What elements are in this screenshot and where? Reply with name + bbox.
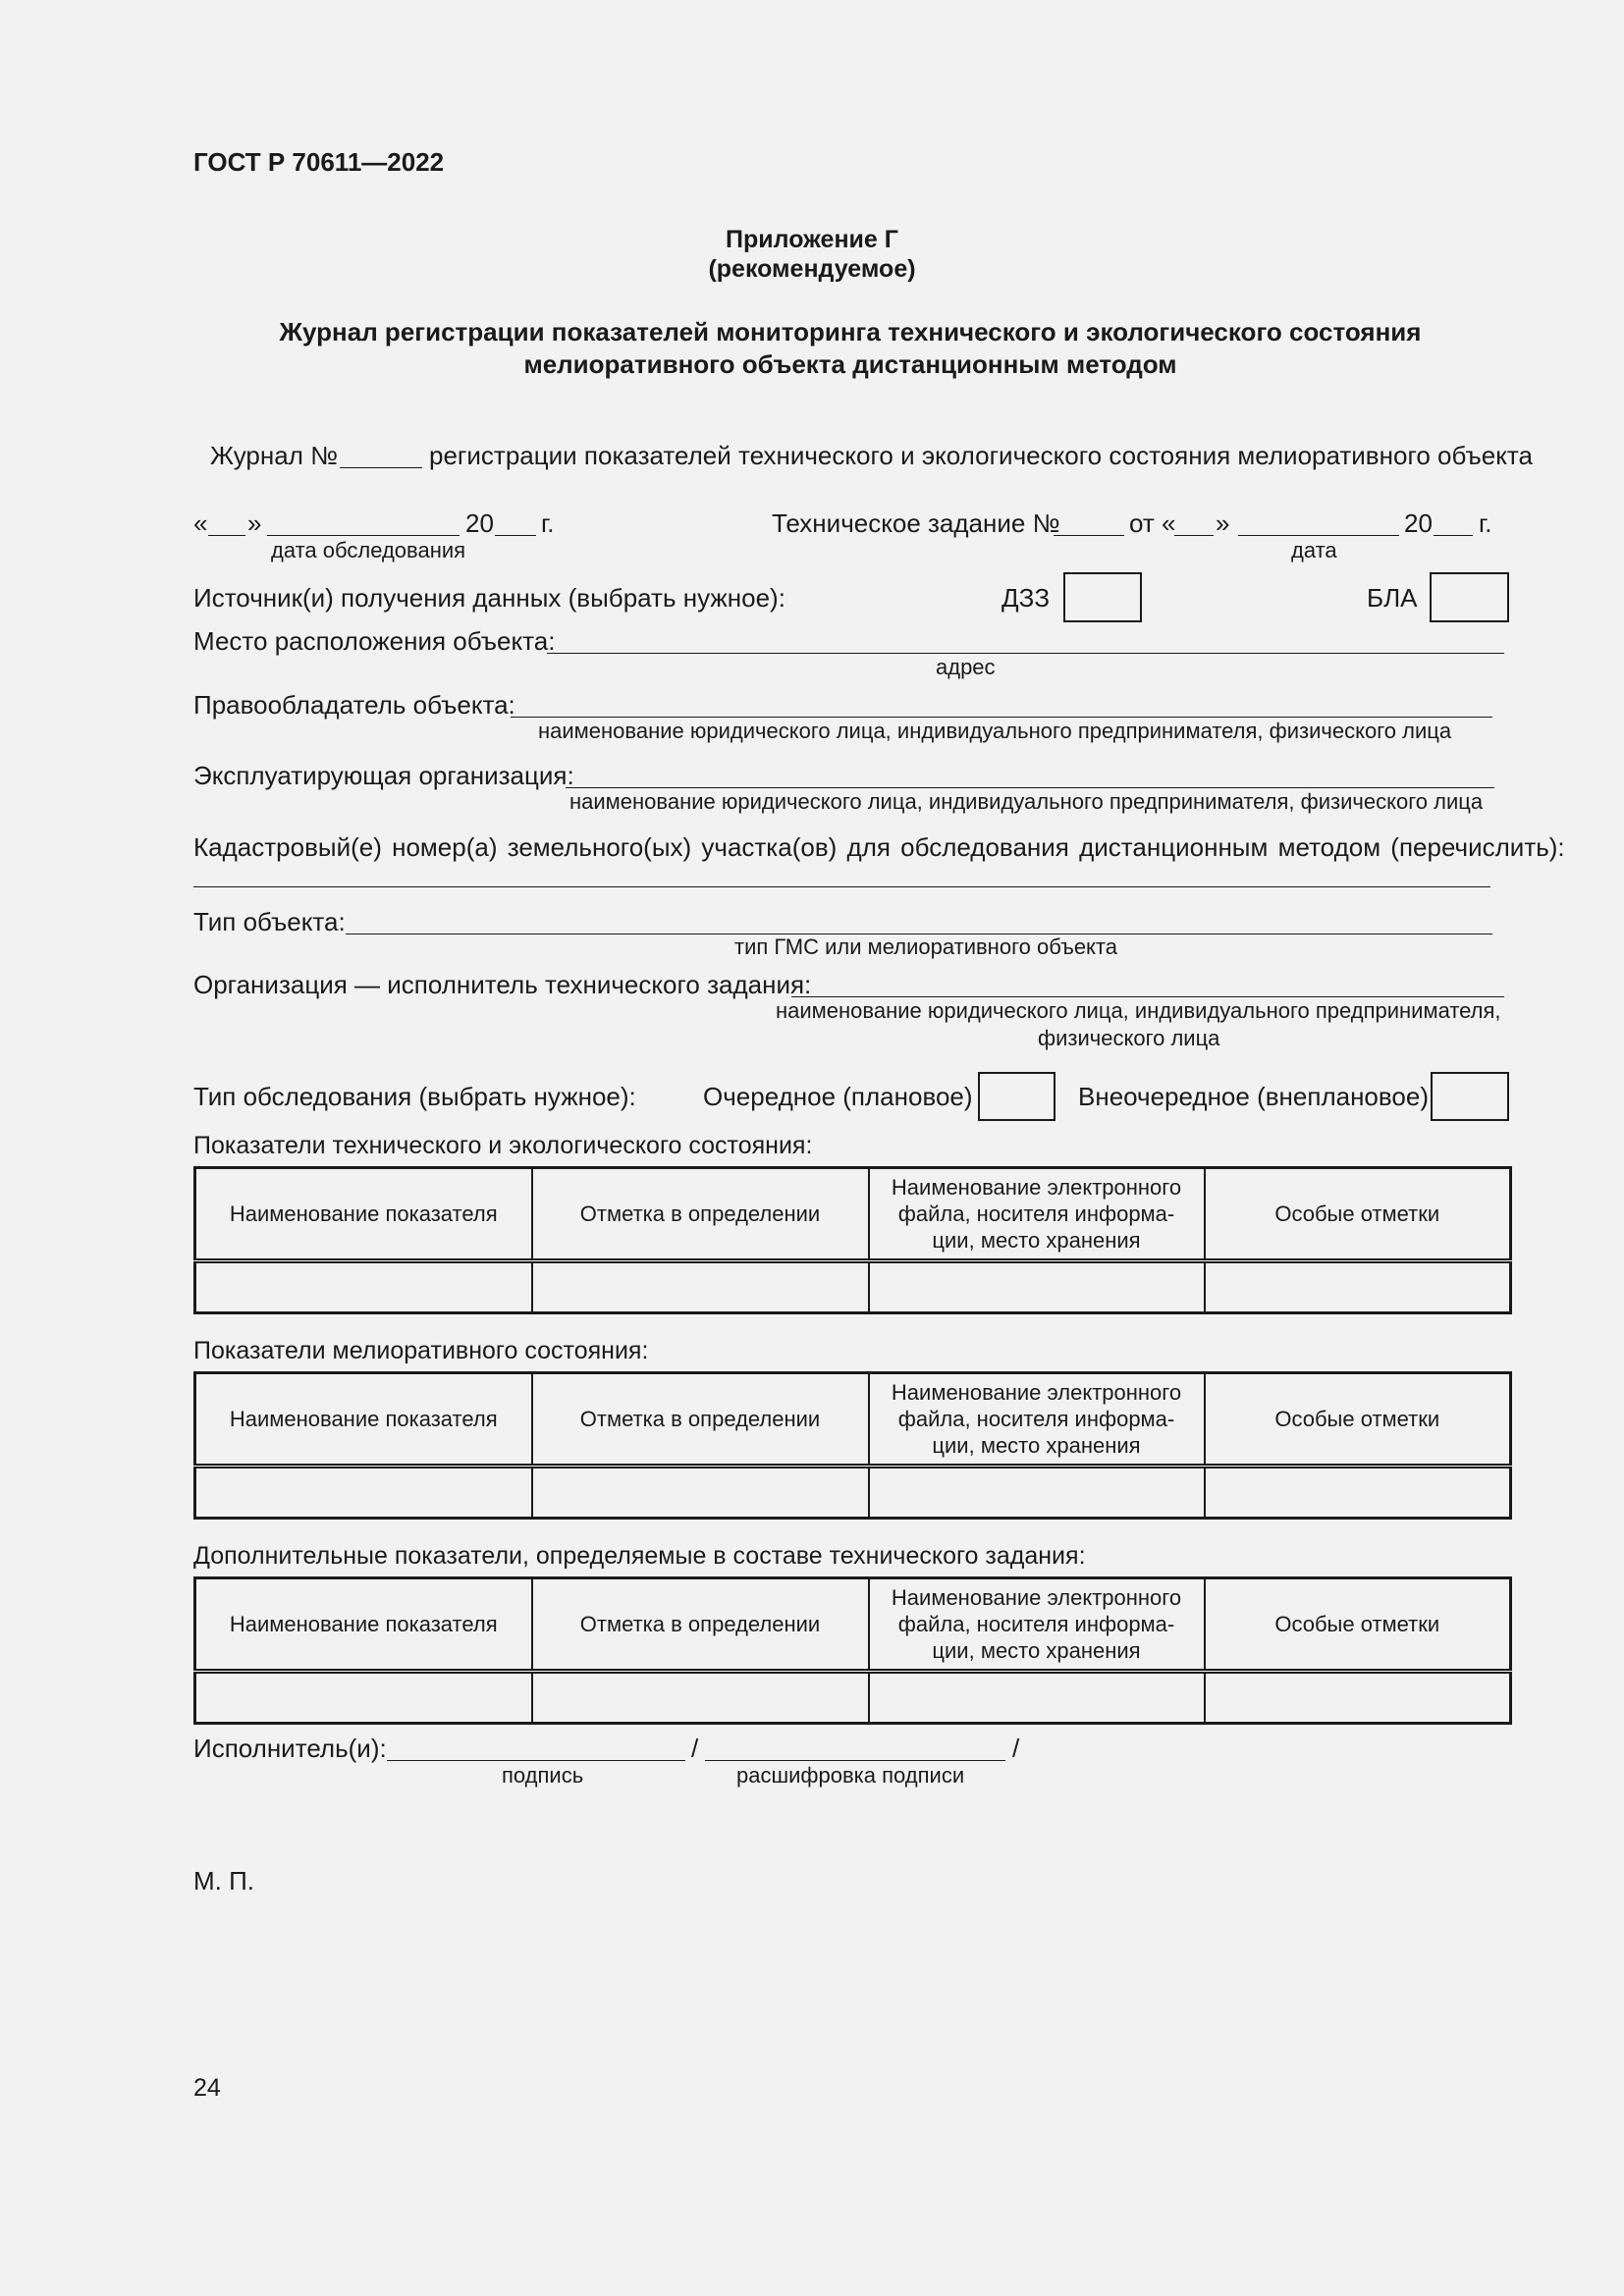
table-cell[interactable] [1205,1467,1511,1519]
object-owner-hint: наименование юридического лица, индивидуального предпринимателя, физического лица [538,719,1452,743]
column-header-determination-mark: Отметка в определении [532,1578,869,1672]
cadastral-numbers-field[interactable] [193,886,1490,887]
signature-decode-hint: расшифровка подписи [736,1763,965,1788]
operating-organization-field[interactable] [566,787,1494,788]
tech-task-close-quote: » [1216,508,1230,538]
table-cell[interactable] [532,1467,869,1519]
cadastral-numbers-label: Кадастровый(е) номер(а) земельного(ых) участка(ов) для обследования дистанционным методом (перечислить): [193,832,1565,862]
survey-type-scheduled-checkbox[interactable] [978,1072,1056,1121]
object-owner-label: Правообладатель объекта: [193,690,515,720]
contractor-field[interactable] [791,996,1504,997]
survey-type-unscheduled-checkbox[interactable] [1431,1072,1509,1121]
signature-slash: / [691,1734,699,1763]
journal-number-field[interactable] [340,467,422,468]
tech-task-year-prefix: 20 [1404,508,1433,538]
survey-date-hint: дата обследования [271,538,466,562]
signature-hint: подпись [502,1763,584,1788]
survey-day-field[interactable] [208,535,245,536]
page-number: 24 [193,2074,221,2102]
column-header-file-name: Наименование электронного файла, носителя информа-ции, место хранения [869,1373,1205,1467]
survey-type-unscheduled-label: Внеочередное (внеплановое) [1078,1082,1429,1111]
tech-task-month-field[interactable] [1238,535,1399,536]
signature-slash-end: / [1012,1734,1020,1763]
table-cell[interactable] [1205,1261,1511,1313]
appendix-title: Приложение Г [726,226,898,253]
executor-name-field[interactable] [705,1760,1005,1761]
tech-task-date-hint: дата [1291,538,1337,562]
survey-type-label: Тип обследования (выбрать нужное): [193,1082,636,1111]
operating-organization-hint: наименование юридического лица, индивидуального предпринимателя, физического лица [569,789,1484,814]
column-header-file-name: Наименование электронного файла, носителя информа-ции, место хранения [869,1578,1205,1672]
column-header-determination-mark: Отметка в определении [532,1168,869,1261]
contractor-hint-line2: физического лица [1038,1026,1220,1050]
object-type-label: Тип объекта: [193,907,346,936]
survey-year-prefix: 20 [465,508,494,538]
tech-task-from: от « [1129,508,1176,538]
column-header-determination-mark: Отметка в определении [532,1373,869,1467]
tech-task-year-field[interactable] [1434,535,1473,536]
melioration-indicators-caption: Показатели мелиоративного состояния: [193,1337,649,1364]
technical-indicators-caption: Показатели технического и экологического состояния: [193,1132,813,1159]
source-option-bla-label: БЛА [1367,583,1418,613]
journal-description: регистрации показателей технического и экологического состояния мелиоративного объекта [429,441,1533,470]
object-location-hint: адрес [936,655,996,679]
survey-year-suffix: г. [541,508,555,538]
melioration-indicators-table [193,1371,1512,1520]
survey-date-close-quote: » [247,508,262,538]
document-title-line2: мелиоративного объекта дистанционным методом [523,349,1177,379]
survey-type-scheduled-label: Очередное (плановое) [703,1082,973,1111]
table-cell[interactable] [1205,1672,1511,1724]
table-cell[interactable] [869,1672,1205,1724]
column-header-file-name: Наименование электронного файла, носителя информа-ции, место хранения [869,1168,1205,1261]
operating-organization-label: Эксплуатирующая организация: [193,761,574,790]
column-header-special-notes: Особые отметки [1205,1578,1511,1672]
table-cell[interactable] [869,1467,1205,1519]
source-option-bla-checkbox[interactable] [1430,572,1509,622]
document-id: ГОСТ Р 70611—2022 [193,147,445,177]
table-cell[interactable] [195,1672,532,1724]
additional-indicators-table [193,1576,1512,1725]
journal-prefix: Журнал № [210,441,338,470]
column-header-indicator-name: Наименование показателя [195,1168,532,1261]
survey-year-field[interactable] [495,535,536,536]
additional-indicators-caption: Дополнительные показатели, определяемые в составе технического задания: [193,1542,1086,1570]
survey-month-field[interactable] [267,535,460,536]
executor-signature-field[interactable] [387,1760,685,1761]
object-location-label: Место расположения объекта: [193,626,556,656]
object-location-field[interactable] [547,653,1504,654]
column-header-special-notes: Особые отметки [1205,1373,1511,1467]
data-source-label: Источник(и) получения данных (выбрать нужное): [193,583,785,613]
appendix-status: (рекомендуемое) [708,255,916,283]
table-cell[interactable] [195,1261,532,1313]
tech-task-number-field[interactable] [1054,535,1124,536]
table-cell[interactable] [869,1261,1205,1313]
technical-indicators-table [193,1166,1512,1314]
contractor-hint-line1: наименование юридического лица, индивидуального предпринимателя, [776,998,1501,1023]
column-header-indicator-name: Наименование показателя [195,1578,532,1672]
table-cell[interactable] [195,1467,532,1519]
tech-task-label: Техническое задание № [772,508,1060,538]
column-header-indicator-name: Наименование показателя [195,1373,532,1467]
survey-date-open-quote: « [193,508,208,538]
executor-label: Исполнитель(и): [193,1734,387,1763]
source-option-dzz-label: ДЗЗ [1001,583,1051,613]
tech-task-year-suffix: г. [1479,508,1492,538]
table-cell[interactable] [532,1261,869,1313]
table-cell[interactable] [532,1672,869,1724]
tech-task-day-field[interactable] [1174,535,1214,536]
object-type-hint: тип ГМС или мелиоративного объекта [734,934,1117,959]
object-owner-field[interactable] [511,717,1492,718]
column-header-special-notes: Особые отметки [1205,1168,1511,1261]
contractor-label: Организация — исполнитель технического задания: [193,970,812,999]
document-title-line1: Журнал регистрации показателей мониторинга технического и экологического состояния [279,317,1422,347]
stamp-place: М. П. [193,1866,255,1896]
source-option-dzz-checkbox[interactable] [1063,572,1142,622]
